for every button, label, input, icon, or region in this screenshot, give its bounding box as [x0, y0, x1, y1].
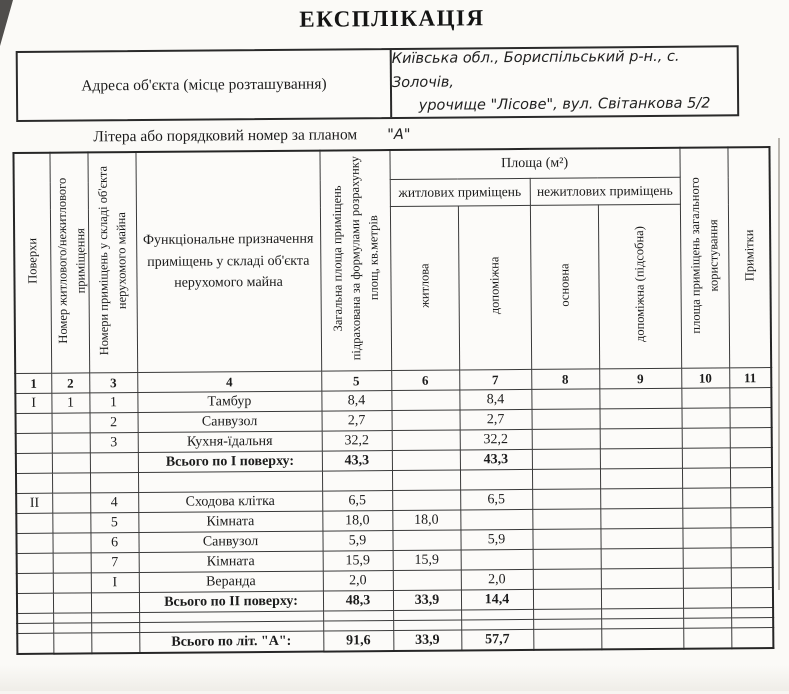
- cell-notes: [729, 388, 771, 408]
- cell-main-area: [532, 409, 600, 430]
- column-number: 9: [599, 368, 681, 389]
- table-body: [15, 388, 773, 654]
- cell-aux-utility-area: [600, 508, 682, 529]
- scan-bottom-shadow: [0, 665, 789, 691]
- address-block: [16, 45, 740, 122]
- cell-main-area: [532, 489, 600, 510]
- cell-notes: [730, 508, 772, 528]
- address-value: [392, 47, 738, 117]
- cell-main-area: [532, 429, 600, 450]
- cell-main-area: [533, 569, 601, 590]
- cell-auxiliary-area: 32,2: [460, 429, 532, 450]
- cell-main-area: [533, 549, 601, 570]
- cell-auxiliary-area: 8,4: [459, 389, 531, 410]
- cell-notes: [731, 588, 773, 608]
- column-number: 7: [459, 369, 531, 390]
- cell-total-area: 15,9: [323, 551, 393, 572]
- cell-auxiliary-area: [461, 619, 533, 630]
- cell-total-area: 43,3: [322, 451, 392, 472]
- cell-notes: [730, 488, 772, 508]
- cell-aux-utility-area: [601, 588, 683, 609]
- scan-edge-shadow: [778, 138, 780, 590]
- cell-total-area: [323, 611, 393, 622]
- cell-room-number: I: [91, 573, 139, 593]
- header-main-area: основна: [530, 205, 599, 370]
- cell-common-area: [682, 468, 730, 488]
- cell-notes: [731, 608, 773, 618]
- cell-auxiliary-area: [460, 509, 532, 530]
- cell-purpose: Веранда: [139, 571, 323, 592]
- cell-unit-number: [53, 613, 91, 623]
- cell-common-area: [683, 568, 731, 588]
- cell-living-area: [392, 470, 460, 491]
- cell-common-area: [682, 508, 730, 528]
- cell-living-area: [392, 530, 460, 551]
- header-auxiliary: допоміжна: [458, 205, 531, 370]
- cell-room-number: [90, 473, 138, 493]
- cell-unit-number: [53, 633, 91, 654]
- cell-notes: [731, 548, 773, 568]
- cell-common-area: [682, 428, 730, 448]
- column-number: 8: [531, 369, 599, 390]
- column-number: 11: [729, 368, 771, 388]
- cell-living-area: [393, 570, 461, 591]
- address-value-line1: Київська обл., Бориспільський р-н., с. Золочів,: [391, 48, 680, 91]
- cell-aux-utility-area: [600, 428, 682, 449]
- header-nonresidential-group: нежитлових приміщень: [530, 177, 680, 205]
- cell-aux-utility-area: [600, 488, 682, 509]
- cell-aux-utility-area: [600, 528, 682, 549]
- cell-aux-utility-area: [600, 468, 682, 489]
- cell-unit-number: [52, 433, 90, 453]
- header-residential-group: житлових приміщень: [390, 178, 530, 206]
- cell-living-area: 18,0: [392, 510, 460, 531]
- cell-living-area: [392, 450, 460, 471]
- cell-total-area: 2,0: [323, 571, 393, 592]
- cell-room-number: [91, 613, 139, 623]
- cell-aux-utility-area: [600, 448, 682, 469]
- column-number: 5: [321, 371, 391, 392]
- cell-total-area: 8,4: [321, 391, 391, 412]
- cell-floor: [17, 593, 53, 613]
- cell-room-number: [91, 593, 139, 613]
- cell-room-number: 7: [91, 553, 139, 573]
- header-aux-utility: допоміжна (підсобна): [598, 204, 681, 369]
- cell-common-area: [682, 528, 730, 548]
- cell-total-area: 18,0: [322, 511, 392, 532]
- cell-common-area: [681, 388, 729, 408]
- document-title: ЕКСПЛІКАЦІЯ: [299, 5, 485, 32]
- cell-total-area: 32,2: [322, 431, 392, 452]
- header-total-area: Загальна площа приміщень підрахована за формулами розрахунку площ, кв.метрів: [319, 150, 391, 371]
- cell-living-area: [393, 620, 461, 631]
- cell-total-area: 6,5: [322, 491, 392, 512]
- cell-main-area: [533, 589, 601, 610]
- cell-notes: [731, 568, 773, 588]
- cell-auxiliary-area: 43,3: [460, 449, 532, 470]
- cell-floor: [17, 623, 53, 633]
- cell-room-number: 1: [89, 393, 137, 413]
- cell-unit-number: [53, 573, 91, 593]
- header-notes: Примітки: [728, 147, 772, 368]
- cell-purpose: Всього по II поверху:: [139, 591, 323, 612]
- cell-main-area: [532, 509, 600, 530]
- cell-living-area: [393, 610, 461, 621]
- cell-aux-utility-area: [601, 628, 683, 649]
- explication-table: [12, 146, 774, 655]
- column-number: 3: [89, 373, 137, 393]
- litera-value: "А": [387, 126, 411, 144]
- cell-purpose: Кімната: [138, 511, 322, 532]
- column-number: 4: [137, 371, 321, 392]
- column-number: 10: [681, 368, 729, 388]
- cell-unit-number: 1: [51, 393, 89, 413]
- header-living: житлова: [390, 206, 459, 371]
- cell-auxiliary-area: [461, 609, 533, 620]
- cell-purpose: Кімната: [139, 551, 323, 572]
- cell-notes: [730, 408, 772, 428]
- cell-main-area: [533, 609, 601, 620]
- cell-floor: [16, 533, 52, 553]
- cell-auxiliary-area: [460, 469, 532, 490]
- address-value-line2: урочище "Лісове", вул. Світанкова 5/2: [418, 95, 711, 115]
- cell-total-area: 91,6: [323, 631, 393, 652]
- cell-unit-number: [52, 473, 90, 493]
- cell-unit-number: [52, 453, 90, 473]
- cell-common-area: [683, 618, 731, 628]
- cell-floor: [17, 553, 53, 573]
- header-room-numbers: Номери приміщень у складі об'єкта нерухомого майна: [87, 152, 137, 373]
- cell-floor: [17, 573, 53, 593]
- litera-label: Літера або порядковий номер за планом: [93, 126, 358, 146]
- cell-living-area: 33,9: [393, 630, 461, 651]
- cell-total-area: 48,3: [323, 591, 393, 612]
- cell-common-area: [683, 608, 731, 618]
- cell-purpose: Всього по літ. "А":: [139, 631, 323, 653]
- cell-living-area: 15,9: [393, 550, 461, 571]
- cell-auxiliary-area: 2,7: [460, 409, 532, 430]
- cell-floor: [16, 453, 52, 473]
- cell-main-area: [533, 619, 601, 630]
- cell-notes: [730, 528, 772, 548]
- cell-purpose: Всього по I поверху:: [138, 451, 322, 472]
- cell-aux-utility-area: [601, 568, 683, 589]
- cell-auxiliary-area: 2,0: [461, 569, 533, 590]
- cell-purpose: [138, 471, 322, 492]
- cell-living-area: [392, 430, 460, 451]
- cell-purpose: Кухня-їдальня: [138, 431, 322, 452]
- cell-main-area: [532, 529, 600, 550]
- cell-auxiliary-area: 14,4: [461, 589, 533, 610]
- cell-auxiliary-area: 5,9: [460, 529, 532, 550]
- cell-main-area: [531, 389, 599, 410]
- cell-floor: [16, 473, 52, 493]
- cell-common-area: [682, 488, 730, 508]
- cell-floor: II: [16, 493, 52, 513]
- litera-row: [93, 126, 410, 146]
- cell-common-area: [682, 448, 730, 468]
- cell-total-area: 5,9: [322, 531, 392, 552]
- cell-auxiliary-area: [461, 549, 533, 570]
- cell-notes: [731, 628, 773, 649]
- column-number: 1: [15, 373, 51, 393]
- cell-aux-utility-area: [601, 608, 683, 619]
- cell-living-area: [392, 490, 460, 511]
- cell-room-number: 3: [90, 433, 138, 453]
- cell-floor: [17, 613, 53, 623]
- cell-common-area: [682, 408, 730, 428]
- cell-aux-utility-area: [599, 388, 681, 409]
- cell-unit-number: [53, 553, 91, 573]
- cell-room-number: 2: [90, 413, 138, 433]
- cell-total-area: 2,7: [322, 411, 392, 432]
- cell-room-number: [90, 453, 138, 473]
- cell-living-area: 33,9: [393, 590, 461, 611]
- cell-total-area: [322, 471, 392, 492]
- cell-floor: [16, 433, 52, 453]
- cell-floor: [17, 633, 53, 654]
- column-number: 2: [51, 373, 89, 393]
- cell-notes: [730, 468, 772, 488]
- cell-unit-number: [52, 513, 90, 533]
- header-common-area: площа приміщень загального користування: [680, 147, 730, 368]
- cell-common-area: [683, 548, 731, 568]
- cell-auxiliary-area: 57,7: [461, 629, 533, 650]
- cell-common-area: [683, 628, 731, 649]
- cell-notes: [731, 618, 773, 628]
- cell-unit-number: [52, 533, 90, 553]
- cell-floor: [16, 413, 52, 433]
- cell-main-area: [532, 469, 600, 490]
- cell-room-number: [91, 623, 139, 633]
- cell-floor: I: [15, 393, 51, 413]
- cell-room-number: 5: [90, 513, 138, 533]
- cell-room-number: 6: [90, 533, 138, 553]
- cell-purpose: Тамбур: [137, 391, 321, 412]
- cell-main-area: [533, 629, 601, 650]
- cell-room-number: [91, 633, 139, 654]
- header-floors: Поверхи: [13, 153, 51, 374]
- header-area-group: Площа (м²): [389, 148, 679, 180]
- cell-living-area: [392, 410, 460, 431]
- cell-living-area: [391, 390, 459, 411]
- cell-purpose: Сходова клітка: [138, 491, 322, 512]
- cell-common-area: [683, 588, 731, 608]
- cell-total-area: [323, 621, 393, 632]
- cell-floor: [16, 513, 52, 533]
- cell-aux-utility-area: [601, 618, 683, 629]
- cell-auxiliary-area: 6,5: [460, 489, 532, 510]
- cell-notes: [730, 448, 772, 468]
- cell-aux-utility-area: [600, 408, 682, 429]
- cell-notes: [730, 428, 772, 448]
- cell-unit-number: [52, 493, 90, 513]
- cell-aux-utility-area: [601, 548, 683, 569]
- table-header: [13, 147, 771, 393]
- cell-room-number: 4: [90, 493, 138, 513]
- column-number: 6: [391, 370, 459, 391]
- cell-unit-number: [53, 623, 91, 633]
- header-unit-number: Номер житлового/нежитлового приміщення: [49, 152, 89, 373]
- cell-unit-number: [53, 593, 91, 613]
- header-purpose: Функціональне призначення приміщень у складі об'єкта нерухомого майна: [135, 151, 321, 373]
- cell-purpose: Санвузол: [138, 531, 322, 552]
- cell-purpose: Санвузол: [138, 411, 322, 432]
- cell-unit-number: [52, 413, 90, 433]
- cell-main-area: [532, 449, 600, 470]
- address-label: Адреса об'єкта (місце розташування): [18, 50, 393, 120]
